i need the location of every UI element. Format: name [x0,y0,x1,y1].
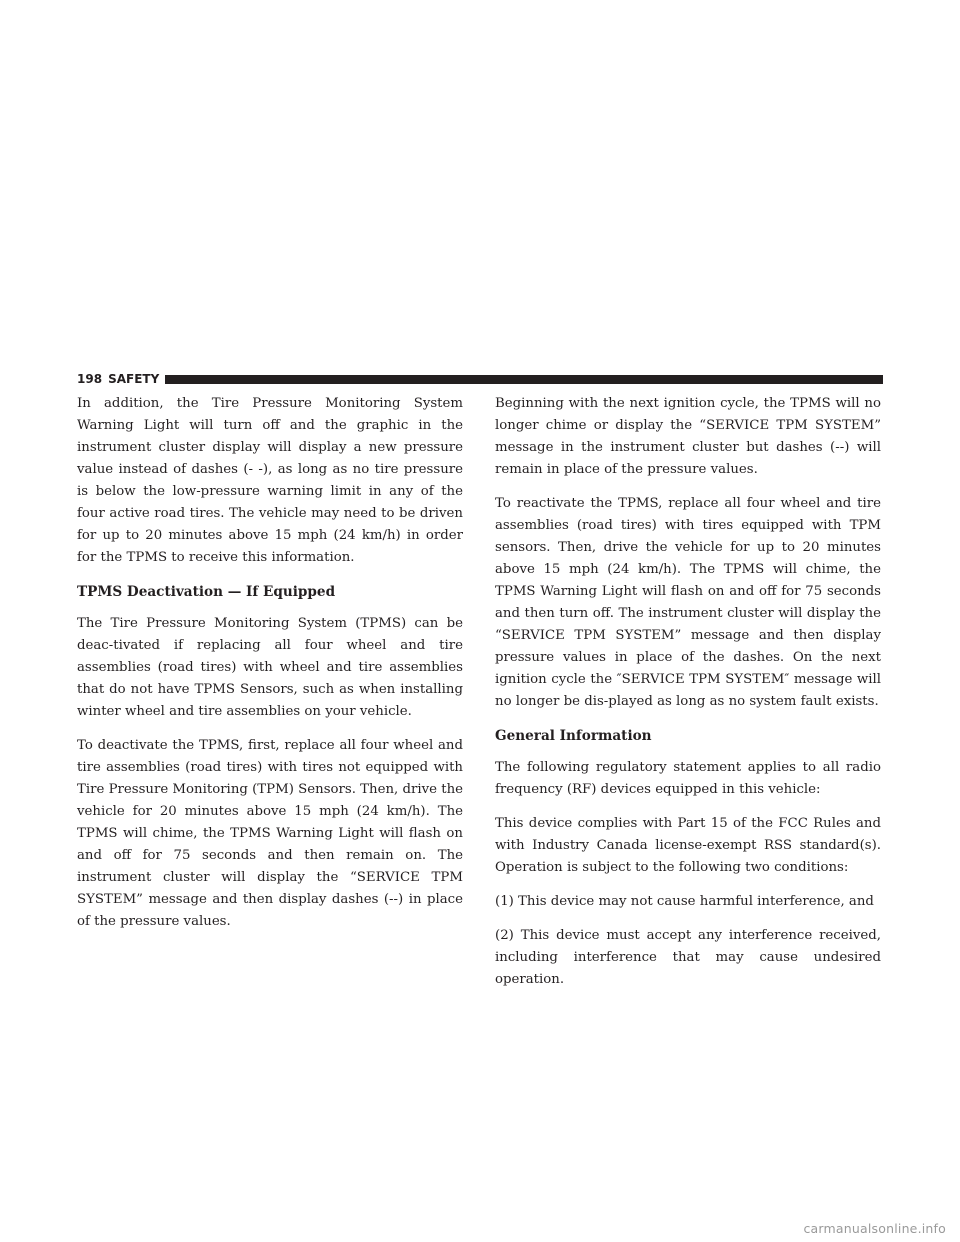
paragraph-deactivate-steps: To deactivate the TPMS, first, replace all four wheel and tire assemblies (road tires) with tires not equipped with Tire Pressure Monitoring (TPM) Sensors. Then, drive the vehicle for 20 minutes above 15 mph (24 km/h). The TPMS will chime, the TPMS Warning Light will flash on and off for 75 seconds and then remain on. The instrument cluster will display the “SERVICE TPM SYSTEM” message and then display dashes (--) in place of the pressure values. [77,738,463,929]
page-number: 198 [77,372,103,386]
paragraph-condition-2: (2) This device must accept any interference received, including interference that may cause undesired operation. [495,928,881,987]
left-column [77,393,463,945]
paragraph-reactivate-steps: To reactivate the TPMS, replace all four wheel and tire assemblies (road tires) with tires equipped with TPM sensors. Then, drive the vehicle for up to 20 minutes above 15 mph (24 km/h). The TPMS will chime, the TPMS Warning Light will flash on and off for 75 seconds and then turn off. The instrument cluster will display the “SERVICE TPM SYSTEM” message and then display pressure values in place of the dashes. On the next ignition cycle the ″SERVICE TPM SYSTEM″ message will no longer be dis-played as long as no system fault exists. [495,496,881,709]
paragraph-fcc-compliance: This device complies with Part 15 of the FCC Rules and with Industry Canada license-exempt RSS standard(s). Operation is subject to the following two conditions: [495,816,881,875]
right-column [495,393,881,1003]
paragraph-deactivation-intro: The Tire Pressure Monitoring System (TPMS) can be deac-tivated if replacing all four wheel and tire assemblies (road tires) with wheel and tire assemblies that do not have TPMS Sensors, such as when installing winter wheel and tire assemblies on your vehicle. [77,616,463,719]
heading-tpms-deactivation: TPMS Deactivation — If Equipped [77,584,336,600]
paragraph-next-ignition: Beginning with the next ignition cycle, the TPMS will no longer chime or display the “SERVICE TPM SYSTEM” message in the instrument cluster but dashes (--) will remain in place of the pressure values. [495,396,881,477]
page-header [77,372,883,386]
header-rule [165,375,883,384]
watermark-link[interactable]: carmanualsonline.info [803,1221,946,1236]
paragraph-warning-light: In addition, the Tire Pressure Monitoring System Warning Light will turn off and the graphic in the instrument cluster display will display a new pressure value instead of dashes (- -), as long as no tire pressure is below the low-pressure warning limit in any of the four active road tires. The vehicle may need to be driven for up to 20 minutes above 15 mph (24 km/h) in order for the TPMS to receive this information. [77,396,463,565]
heading-general-information: General Information [495,728,652,744]
section-title: SAFETY [108,372,160,386]
paragraph-condition-1: (1) This device may not cause harmful interference, and [495,894,874,909]
paragraph-regulatory-statement: The following regulatory statement applies to all radio frequency (RF) devices equipped in this vehicle: [495,760,881,797]
